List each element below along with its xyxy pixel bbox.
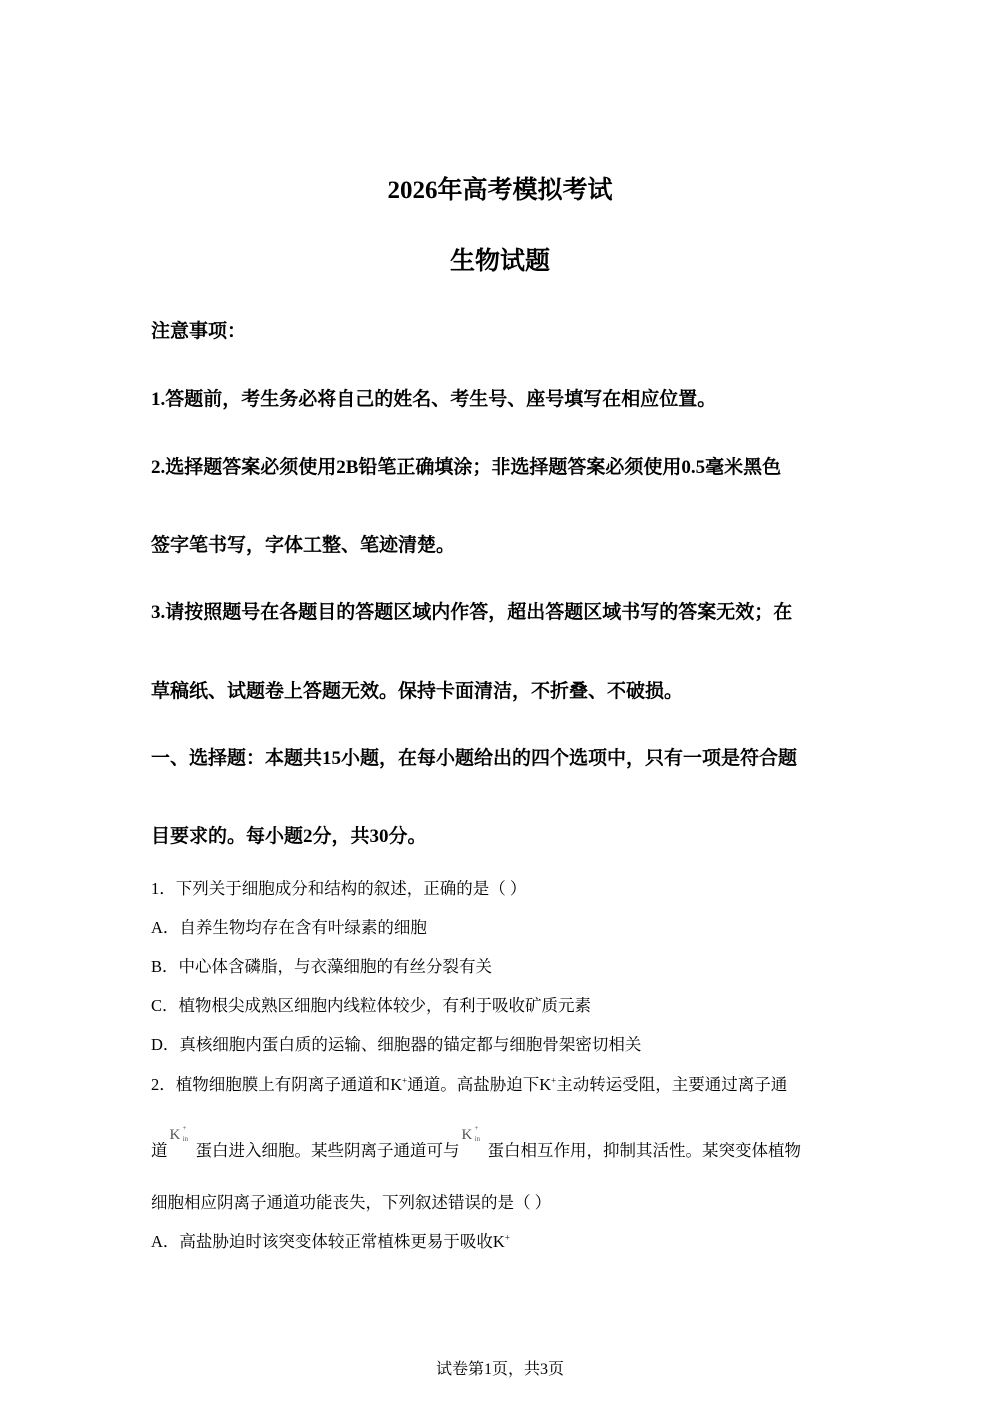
question-2-stem-line-1 [151, 1071, 787, 1095]
exam-title: 2026年高考模拟考试 [387, 177, 613, 204]
question-2-option-a: A．高盐胁迫时该突变体较正常植株更易于吸收K+ [151, 1232, 510, 1251]
page-footer: 试卷第1页，共3页 [435, 1361, 564, 1378]
notes-item-2-line-2: 签字笔书写，字体工整、笔迹清楚。 [151, 535, 456, 556]
notes-item-3-line-2: 草稿纸、试题卷上答题无效。保持卡面清洁，不折叠、不破损。 [151, 681, 684, 702]
k-in-symbol: K + in [461, 1124, 480, 1143]
superscript-plus: + [402, 1075, 408, 1086]
notes-item-2-line-1: 2.选择题答案必须使用2B铅笔正确填涂；非选择题答案必须使用0.5毫米黑色 [151, 457, 782, 478]
k-in-symbol: K + in [169, 1124, 188, 1143]
question-1-option-a: A．自养生物均存在含有叶绿素的细胞 [151, 918, 427, 937]
question-2-stem-line-3: 细胞相应阴离子通道功能丧失，下列叙述错误的是（ ） [151, 1193, 552, 1212]
q2-text: 2．植物细胞膜上有阴离子通道和K [151, 1075, 403, 1094]
question-1-stem: 1．下列关于细胞成分和结构的叙述，正确的是（ ） [151, 879, 527, 898]
section-heading-line-2: 目要求的。每小题2分，共30分。 [151, 826, 427, 847]
question-1-option-c: C．植物根尖成熟区细胞内线粒体较少，有利于吸收矿质元素 [151, 996, 592, 1015]
superscript-plus: + [504, 1232, 510, 1243]
q2-text: 道 [151, 1141, 168, 1160]
section-heading-line-1: 一、选择题：本题共15小题，在每小题给出的四个选项中，只有一项是符合题 [151, 748, 798, 769]
notes-item-1: 1.答题前，考生务必将自己的姓名、考生号、座号填写在相应位置。 [151, 389, 717, 410]
question-1-option-d: D．真核细胞内蛋白质的运输、细胞器的锚定都与细胞骨架密切相关 [151, 1035, 642, 1054]
notes-item-3-line-1: 3.请按照题号在各题目的答题区域内作答，超出答题区域书写的答案无效；在 [151, 602, 793, 623]
subject-title: 生物试题 [449, 248, 550, 275]
superscript-plus: + [551, 1075, 557, 1086]
notes-heading: 注意事项： [151, 321, 247, 342]
q2-text: 蛋白相互作用，抑制其活性。某突变体植物 [487, 1141, 801, 1160]
q2-text: 主动转运受阻，主要通过离子通 [556, 1075, 788, 1094]
q2-text: 通道。高盐胁迫下K [407, 1075, 552, 1094]
question-1-option-b: B．中心体含磷脂，与衣藻细胞的有丝分裂有关 [151, 957, 493, 976]
question-2-stem-line-2 [151, 1124, 801, 1161]
q2-text: 蛋白进入细胞。某些阴离子通道可与 [195, 1141, 460, 1160]
